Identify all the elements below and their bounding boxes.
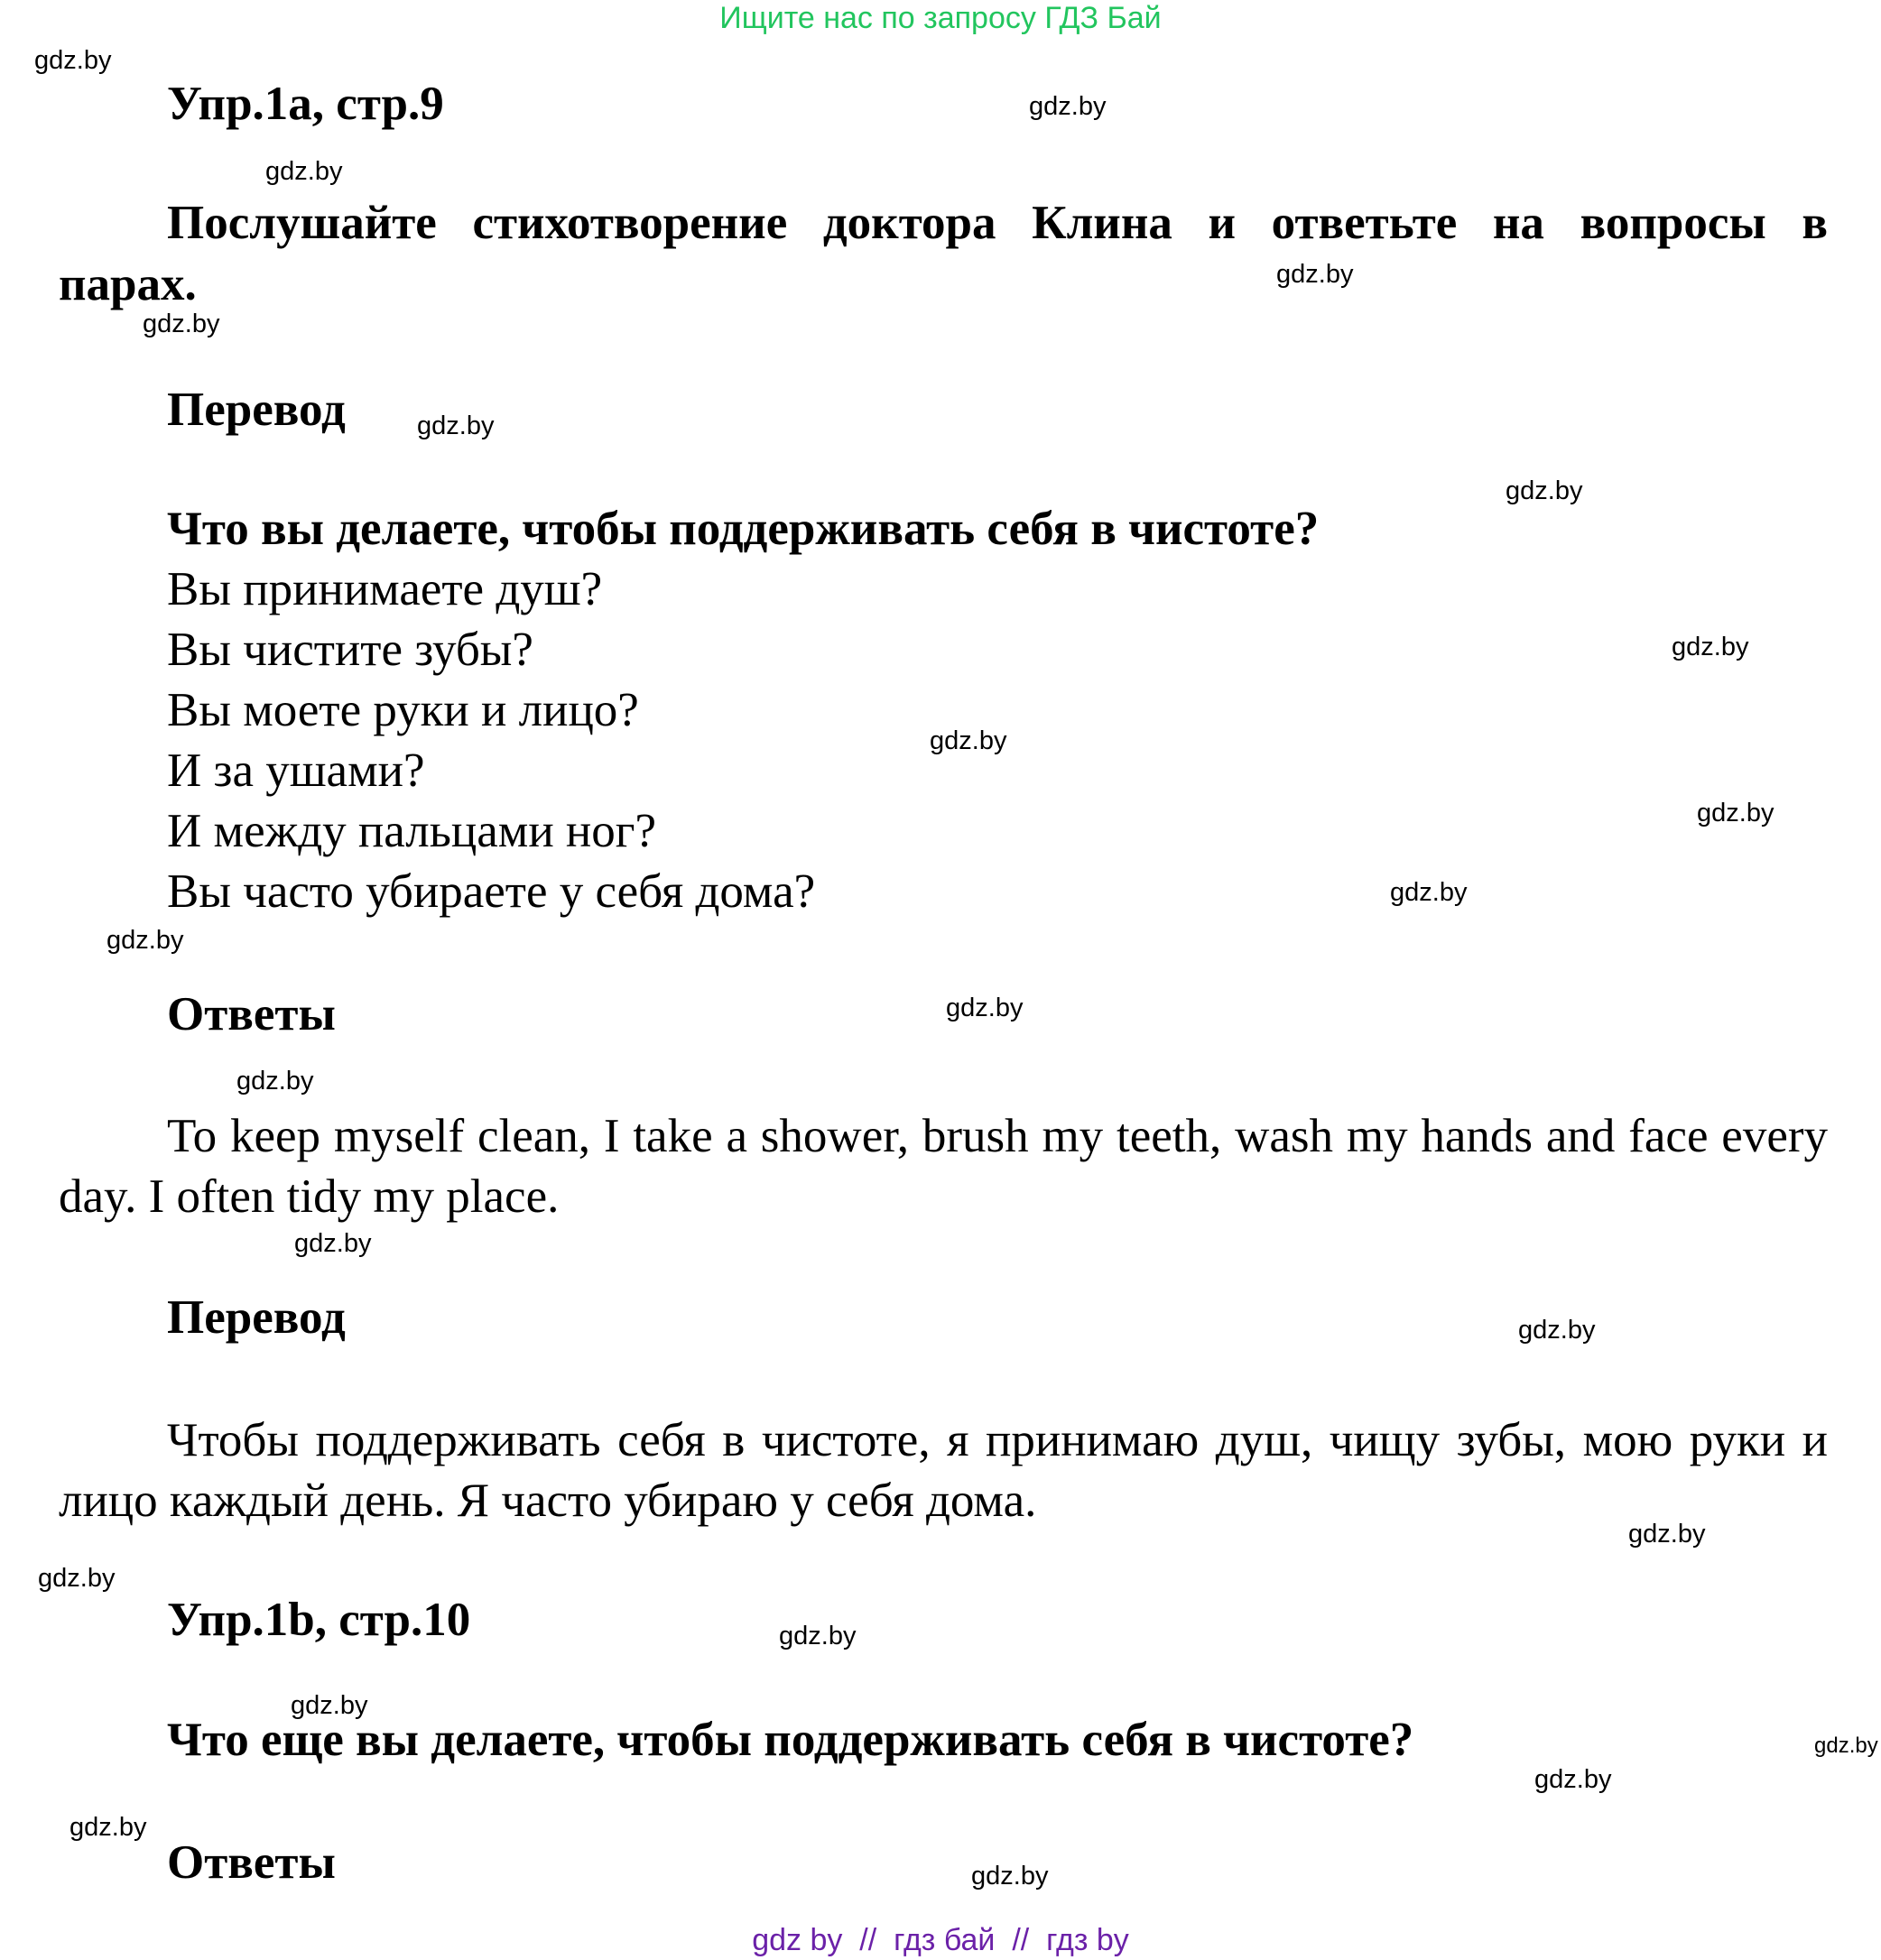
watermark: gdz.by [143,310,220,338]
top-banner[interactable]: Ищите нас по запросу ГДЗ Бай [719,1,1162,35]
question-line: Вы моете руки и лицо? [167,684,639,736]
translation-heading-1: Перевод [167,384,346,436]
watermark: gdz.by [294,1229,372,1258]
watermark: gdz.by [236,1067,314,1096]
question-line: Вы чистите зубы? [167,624,533,676]
answer-russian: Чтобы поддерживать себя в чистоте, я принимаю душ, чищу зубы, мою руки и лицо каждый день. Я часто убираю у себя дома. [59,1414,1828,1527]
question-heading: Что вы делаете, чтобы поддерживать себя в чистоте? [167,503,1320,555]
answer-english: To keep myself clean, I take a shower, brush my teeth, wash my hands and face every day. I often tidy my place. [59,1110,1828,1223]
watermark: gdz.by [1628,1520,1706,1549]
question-line: И между пальцами ног? [167,805,657,857]
watermark: gdz.by [265,157,343,186]
watermark: gdz.by [971,1862,1049,1891]
watermark: gdz.by [38,1564,116,1593]
watermark: gdz.by [69,1813,147,1842]
watermark: gdz.by [1534,1765,1612,1794]
watermark: gdz.by [1814,1733,1878,1758]
answers-heading-2: Ответы [167,1836,336,1889]
watermark: gdz.by [930,726,1007,755]
exercise-1a-task-line1: Послушайте стихотворение доктора Клина и ответьте на вопросы в [167,197,1828,249]
question-line: Вы принимаете душ? [167,563,603,615]
watermark: gdz.by [1390,878,1468,907]
answers-heading-1: Ответы [167,988,336,1040]
watermark: gdz.by [1672,633,1749,661]
watermark: gdz.by [1506,476,1583,505]
watermark: gdz.by [417,411,495,440]
exercise-1b-question: Что еще вы делаете, чтобы поддерживать себя в чистоте? [167,1714,1414,1766]
watermark: gdz.by [779,1622,857,1650]
question-line: И за ушами? [167,744,425,797]
watermark: gdz.by [1029,92,1107,121]
watermark: gdz.by [946,994,1024,1022]
watermark: gdz.by [1518,1316,1596,1345]
watermark: gdz.by [1276,260,1354,289]
watermark: gdz.by [1697,799,1774,827]
exercise-1b-title: Упр.1b, стр.10 [167,1594,471,1646]
watermark: gdz.by [34,46,112,75]
watermark: gdz.by [291,1691,368,1720]
question-line: Вы часто убираете у себя дома? [167,865,816,918]
watermark: gdz.by [107,926,184,955]
exercise-1a-title: Упр.1а, стр.9 [167,78,444,130]
translation-heading-2: Перевод [167,1291,346,1344]
footer-links[interactable]: gdz by // гдз бай // гдз by [752,1923,1129,1957]
exercise-1a-task-line2: парах. [59,258,197,310]
